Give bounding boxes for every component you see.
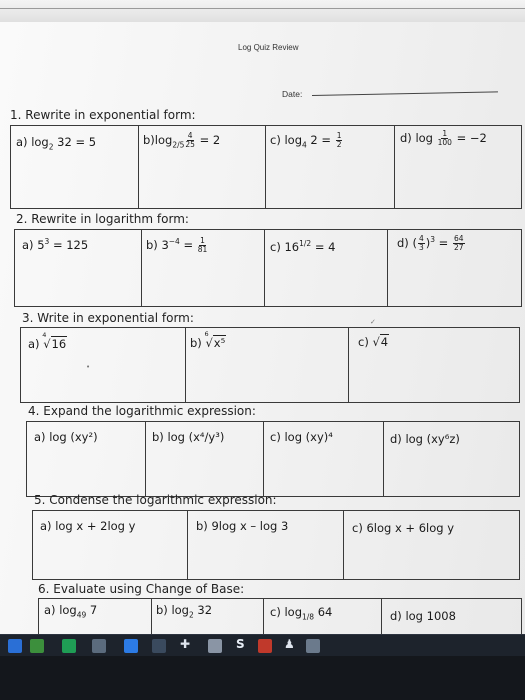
section-5-divider bbox=[343, 511, 344, 579]
section-3-title: 3. Write in exponential form: bbox=[22, 311, 194, 325]
settings-app-icon[interactable] bbox=[152, 639, 166, 653]
section-5-divider bbox=[187, 511, 188, 579]
section-4-title: 4. Expand the logarithmic expression: bbox=[28, 404, 256, 418]
problem-6d: d) log 1008 bbox=[390, 609, 456, 623]
spreadsheet-app-icon[interactable] bbox=[30, 639, 44, 653]
problem-6c: c) $\log_{1/8} 64$ bbox=[270, 605, 333, 622]
section-3-divider bbox=[348, 328, 349, 402]
problem-1c: c) $\log_4 2$ = $\frac{1}{2}$ bbox=[270, 131, 342, 150]
stray-dot: • bbox=[86, 363, 91, 371]
problem-2c: c) $16^{1/2} = 4$ bbox=[270, 239, 336, 254]
problem-6b: b) $\log_2 32$ bbox=[156, 603, 213, 620]
problem-3a: a) 4 √16 bbox=[28, 331, 67, 351]
section-3-grid bbox=[20, 327, 520, 403]
section-6-divider bbox=[263, 599, 264, 635]
section-4-divider bbox=[383, 422, 384, 496]
section-1-divider bbox=[394, 126, 395, 208]
chart-app-icon[interactable] bbox=[62, 639, 76, 653]
problem-6a: a) $\log_{49} 7$ bbox=[44, 603, 98, 620]
section-4-divider bbox=[263, 422, 264, 496]
problem-1a: a) $\log_2 32 = 5$ bbox=[16, 135, 97, 152]
pencil-mark: ✓ bbox=[370, 318, 376, 326]
taskbar bbox=[0, 634, 525, 657]
top-band bbox=[0, 0, 525, 22]
problem-4c: c) log (xy)⁴ bbox=[270, 430, 333, 444]
section-1-title: 1. Rewrite in exponential form: bbox=[10, 108, 196, 122]
problem-1d: d) log $\frac{1}{100}$ = −2 bbox=[400, 129, 487, 147]
s-app-icon[interactable]: S bbox=[236, 637, 245, 651]
folder-app-icon[interactable] bbox=[306, 639, 320, 653]
problem-2a: a) $5^3 = 125$ bbox=[22, 237, 89, 252]
plus-sign-icon[interactable]: ✚ bbox=[180, 637, 191, 651]
problem-4d: d) log (xy⁶z) bbox=[390, 432, 460, 446]
pen-tool-icon[interactable] bbox=[8, 639, 22, 653]
section-3-divider bbox=[185, 328, 186, 402]
problem-2b: b) $3^{-4}$ = $\frac{1}{81}$ bbox=[146, 236, 208, 254]
section-1-divider bbox=[138, 126, 139, 208]
person-icon[interactable]: ♟ bbox=[284, 637, 295, 651]
worksheet-title: Log Quiz Review bbox=[238, 43, 299, 52]
monitor-bezel bbox=[0, 656, 525, 700]
problem-3b: b) 6 √x⁵ bbox=[190, 330, 226, 350]
problem-2d: d) ( $\frac{4}{3}$ )$^3$ = $\frac{64}{27}$ bbox=[397, 234, 464, 252]
top-rule bbox=[0, 8, 525, 9]
section-6-title: 6. Evaluate using Change of Base: bbox=[38, 582, 245, 596]
problem-5a: a) log x + 2log y bbox=[40, 519, 136, 533]
monitor-icon[interactable] bbox=[124, 639, 138, 653]
section-4-divider bbox=[145, 422, 146, 496]
grid-app-icon[interactable] bbox=[208, 639, 222, 653]
section-6-divider bbox=[381, 599, 382, 635]
section-1-divider bbox=[265, 126, 266, 208]
section-2-divider bbox=[141, 230, 142, 306]
problem-4b: b) log (x⁴/y³) bbox=[152, 430, 225, 444]
problem-5c: c) 6log x + 6log y bbox=[352, 521, 455, 535]
section-6-divider bbox=[151, 599, 152, 635]
problem-5b: b) 9log x – log 3 bbox=[196, 519, 289, 533]
section-5-title: 5. Condense the logarithmic expression: bbox=[34, 493, 277, 507]
problem-3c: c) √4 bbox=[358, 335, 389, 349]
section-2-divider bbox=[264, 230, 265, 306]
date-label: Date: bbox=[282, 89, 303, 99]
problem-4a: a) log (xy²) bbox=[34, 430, 98, 444]
section-2-title: 2. Rewrite in logarithm form: bbox=[16, 212, 189, 226]
problem-1b: $b)\log_{2/5}$ $\frac{4}{25}$ = 2 bbox=[143, 131, 221, 150]
video-camera-icon[interactable] bbox=[92, 639, 106, 653]
section-2-divider bbox=[387, 230, 388, 306]
chrome-app-icon[interactable] bbox=[258, 639, 272, 653]
